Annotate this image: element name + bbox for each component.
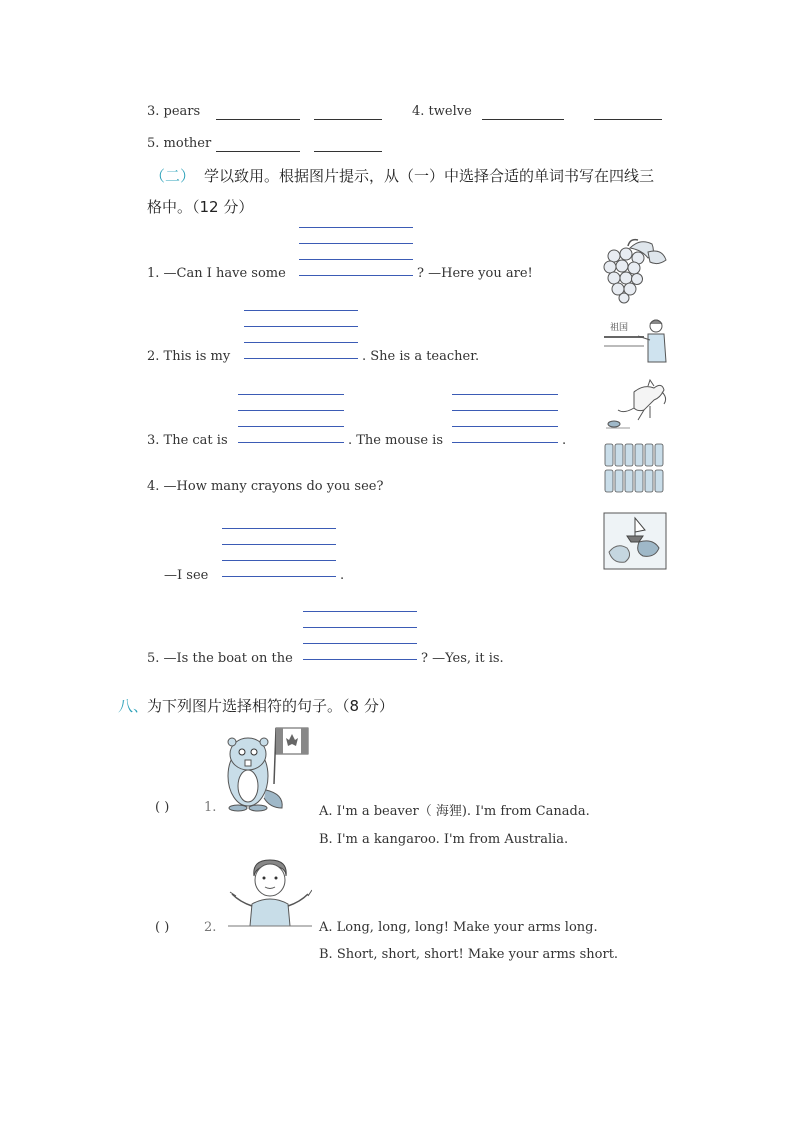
q3-prefix: 3. The cat is xyxy=(147,433,228,448)
q8-1-option-b: B. I'm a kangaroo. I'm from Australia. xyxy=(319,832,569,847)
grapes-icon xyxy=(600,236,670,304)
q5-suffix: ? —Yes, it is. xyxy=(421,651,504,666)
four-line-grid-q3b[interactable] xyxy=(452,394,558,443)
item-4-blank-1[interactable] xyxy=(482,119,564,120)
item-4-blank-2[interactable] xyxy=(594,119,662,120)
item-5-label: 5. mother xyxy=(147,136,212,151)
boat-map-icon xyxy=(603,512,667,570)
crayons-icon xyxy=(603,440,667,496)
q4-answer-suffix: . xyxy=(340,568,345,583)
q1-prefix: 1. —Can I have some xyxy=(147,266,286,281)
blackboard-text: 祖国 xyxy=(610,323,629,333)
q8-1-option-a: A. I'm a beaver（ 海狸). I'm from Canada. xyxy=(319,804,590,819)
section-two-instruction-line1: 学以致用。根据图片提示，从（一）中选择合适的单词书写在四线三 xyxy=(204,167,655,185)
four-line-grid-q3a[interactable] xyxy=(238,394,344,443)
section-two-marker: （二） xyxy=(150,167,196,185)
q8-2-option-a: A. Long, long, long! Make your arms long. xyxy=(319,920,598,935)
item-3-label: 3. pears xyxy=(147,104,201,119)
q8-2-bracket[interactable]: ( ) xyxy=(155,920,170,935)
four-line-grid-q2[interactable] xyxy=(244,310,358,359)
beaver-flag-icon xyxy=(218,724,314,814)
section-eight-marker: 八、 xyxy=(118,697,149,715)
q8-1-bracket[interactable]: ( ) xyxy=(155,800,170,815)
four-line-grid-q5[interactable] xyxy=(303,611,417,660)
cat-mouse-icon xyxy=(604,378,668,430)
q4-question: 4. —How many crayons do you see? xyxy=(147,479,384,494)
q5-prefix: 5. —Is the boat on the xyxy=(147,651,293,666)
q2-prefix: 2. This is my xyxy=(147,349,231,364)
section-eight-instruction: 为下列图片选择相符的句子。（8 分） xyxy=(147,697,394,715)
q8-2-option-b: B. Short, short, short! Make your arms short. xyxy=(319,947,619,962)
q8-2-number: 2. xyxy=(204,920,217,935)
teacher-icon xyxy=(604,316,668,364)
item-5-blank-2[interactable] xyxy=(314,151,382,152)
q8-1-number: 1. xyxy=(204,800,217,815)
item-3-blank-2[interactable] xyxy=(314,119,382,120)
q3-mid: . The mouse is xyxy=(348,433,443,448)
item-5-blank-1[interactable] xyxy=(216,151,300,152)
four-line-grid-q1[interactable] xyxy=(299,227,413,276)
q1-suffix: ? —Here you are! xyxy=(417,266,533,281)
four-line-grid-q4[interactable] xyxy=(222,528,336,577)
q4-answer-prefix: —I see xyxy=(164,568,209,583)
section-two-instruction-line2: 格中。（12 分） xyxy=(147,198,254,216)
item-3-blank-1[interactable] xyxy=(216,119,300,120)
q3-suffix: . xyxy=(562,433,567,448)
q2-suffix: . She is a teacher. xyxy=(362,349,480,364)
item-4-label: 4. twelve xyxy=(412,104,472,119)
boy-short-arms-icon xyxy=(228,856,312,928)
